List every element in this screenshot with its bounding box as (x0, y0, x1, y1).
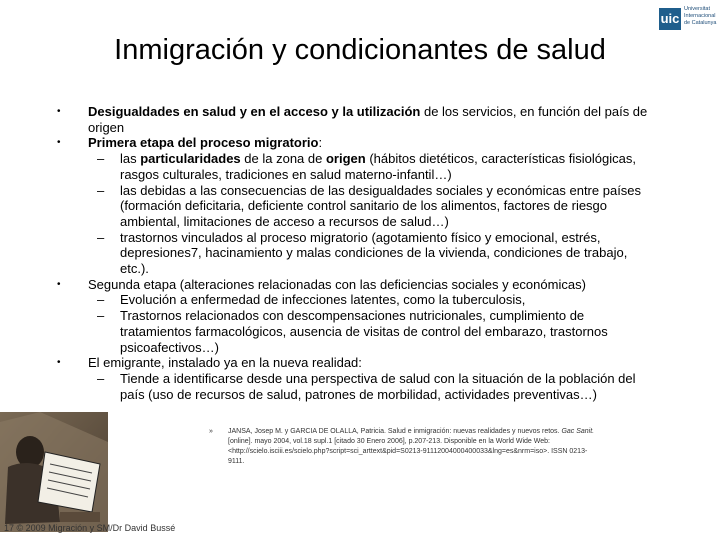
reference-citation: » JANSA, Josep M. y GARCIA DE OLALLA, Patricia. Salud e inmigración: nuevas realidades y nuevos retos. Gac Sanit. [online]. mayo 2004, vol.18 supl.1 [citado 30 Enero 2006], p.207-213. Disponible en la World Wide Web: <http://scielo.isciii.es/scielo.php?script=sci_arttext&pid=S0213-91112004000400033&lng=es&nrm=iso>. ISSN 0213-9111. (209, 428, 595, 465)
bullet-marker: • (57, 137, 61, 149)
bullet-4: • El emigrante, instalado ya en la nueva realidad: (57, 355, 362, 371)
bullet-marker: • (57, 278, 61, 290)
bullet-marker: • (57, 106, 61, 117)
dash-marker: – (97, 370, 105, 386)
sub-bullet-5: – Trastornos relacionados con descompensaciones nutricionales, cumplimiento de tratamientos farmacológicos, ausencia de visitas de control del embarazo, trastornos psicoafectivos…) (97, 308, 608, 355)
dash-marker: – (97, 292, 105, 308)
sub-bullet-6: – Tiende a identificarse desde una perspectiva de salud con la situación de la población del país (uso de recursos de salud, patrones de morbilidad, actividades preventivas…) (97, 370, 636, 402)
slide-title: Inmigración y condicionantes de salud (114, 34, 606, 66)
university-logo (659, 4, 719, 36)
bullet-1: • Desigualdades en salud y en el acceso y la utilización de los servicios, en función del país de origen (57, 104, 648, 135)
bullet-marker: • (57, 357, 61, 369)
bullet-2: • Primera etapa del proceso migratorio: (57, 135, 323, 151)
dash-marker: – (97, 182, 105, 198)
logo-text: Universitat Internacional de Catalunya (684, 6, 717, 26)
logo-mark: uic (659, 8, 681, 30)
sub-bullet-3: – trastornos vinculados al proceso migratorio (agotamiento físico y emocional, estrés, depresiones7, hacinamiento y malas condiciones de la vivienda, condiciones de trabajo, etc.). (97, 229, 628, 277)
sub-bullet-4: – Evolución a enfermedad de infecciones latentes, como la tuberculosis, (97, 292, 526, 308)
dash-marker: – (97, 308, 105, 324)
sub-bullet-2: – las debidas a las consecuencias de las desigualdades sociales y económicas entre países (formación deficitaria, deficiente control sanitario de los alimentos, factores de riesgo ambiental, limitaciones de acceso a recursos de salud…) (97, 182, 642, 229)
slide-footer: 17 © 2009 Migración y SM/Dr David Bussé (4, 523, 176, 533)
dash-marker: – (97, 229, 105, 245)
reference-marker: » (209, 428, 213, 435)
slide-content (57, 104, 657, 402)
photo-person-with-sign (0, 412, 108, 532)
bullet-3: • Segunda etapa (alteraciones relacionadas con las deficiencias sociales y económicas) (57, 276, 586, 292)
dash-marker: – (97, 151, 105, 167)
sub-bullet-1: – las particularidades de la zona de origen (hábitos dietéticos, características fisiológicas, rasgos culturales, tradiciones en salud materno-infantil…) (97, 151, 636, 182)
